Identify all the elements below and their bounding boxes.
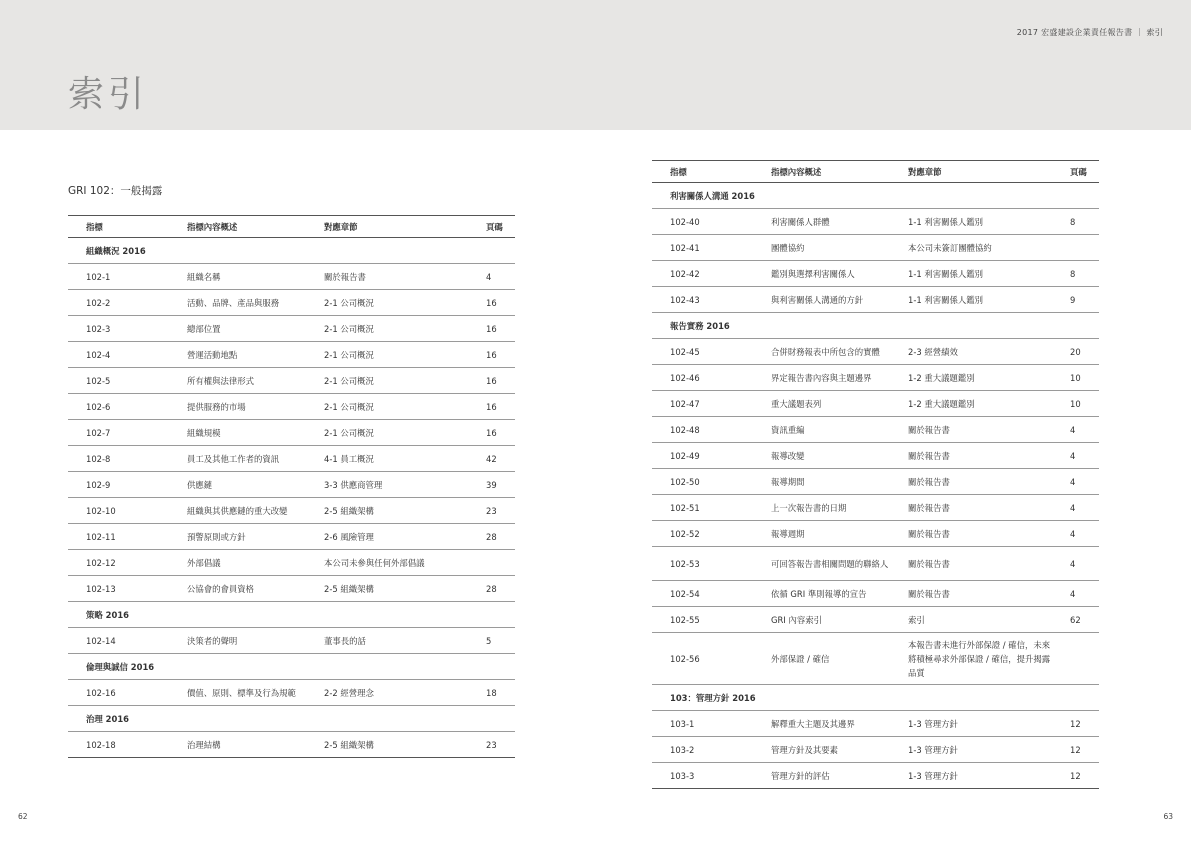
table-row (68, 290, 515, 316)
table-row (68, 576, 515, 602)
indicator-cell: 102-45 (652, 339, 753, 365)
indicator-cell: 102-12 (68, 550, 169, 576)
indicator-cell: 102-5 (68, 368, 169, 394)
table-row (68, 446, 515, 472)
table-row (68, 732, 515, 758)
description-cell: 鑑別與選擇利害關係人 (753, 261, 890, 287)
chapter-cell: 關於報告書 (890, 495, 1052, 521)
indicator-cell: 102-8 (68, 446, 169, 472)
page-cell: 42 (468, 446, 515, 472)
chapter-cell: 2-3 經營績效 (890, 339, 1052, 365)
description-cell: 治理結構 (169, 732, 306, 758)
page-number-right: 63 (1163, 812, 1173, 821)
table-row (68, 498, 515, 524)
category-label: 治理 2016 (68, 706, 515, 732)
chapter-cell: 1-1 利害關係人鑑別 (890, 261, 1052, 287)
category-row (68, 706, 515, 732)
description-cell: 組織規模 (169, 420, 306, 446)
page-cell: 4 (1052, 469, 1099, 495)
indicator-cell: 102-46 (652, 365, 753, 391)
column-header-page: 頁碼 (1052, 161, 1099, 183)
chapter-cell: 本公司未參與任何外部倡議 (306, 550, 468, 576)
table-row (68, 264, 515, 290)
indicator-cell: 102-41 (652, 235, 753, 261)
description-cell: 解釋重大主題及其邊界 (753, 711, 890, 737)
column-header-page: 頁碼 (468, 216, 515, 238)
page-cell (1052, 235, 1099, 261)
description-cell: 管理方針的評估 (753, 763, 890, 789)
chapter-cell: 2-1 公司概況 (306, 316, 468, 342)
table-row (68, 550, 515, 576)
category-label: 利害關係人溝通 2016 (652, 183, 1099, 209)
chapter-cell: 1-3 管理方針 (890, 763, 1052, 789)
chapter-cell: 本報告書未進行外部保證 / 確信，未來將積極尋求外部保證 / 確信，提升揭露品質 (890, 633, 1052, 685)
chapter-cell: 關於報告書 (890, 469, 1052, 495)
page-cell: 28 (468, 576, 515, 602)
chapter-cell: 2-1 公司概況 (306, 394, 468, 420)
description-cell: 利害關係人群體 (753, 209, 890, 235)
table-row (68, 420, 515, 446)
section-title: GRI 102：一般揭露 (68, 185, 163, 197)
page-cell: 23 (468, 498, 515, 524)
indicator-cell: 102-50 (652, 469, 753, 495)
column-header-chapter: 對應章節 (306, 216, 468, 238)
indicator-cell: 102-56 (652, 633, 753, 685)
page-cell: 8 (1052, 209, 1099, 235)
indicator-cell: 102-48 (652, 417, 753, 443)
chapter-cell: 1-3 管理方針 (890, 737, 1052, 763)
chapter-cell: 2-1 公司概況 (306, 342, 468, 368)
chapter-cell: 1-2 重大議題鑑別 (890, 391, 1052, 417)
category-row (652, 313, 1099, 339)
chapter-cell: 2-5 組織架構 (306, 732, 468, 758)
description-cell: 營運活動地點 (169, 342, 306, 368)
table-row (68, 368, 515, 394)
chapter-cell: 索引 (890, 607, 1052, 633)
description-cell: 上一次報告書的日期 (753, 495, 890, 521)
page-cell: 23 (468, 732, 515, 758)
category-label: 組織概況 2016 (68, 238, 515, 264)
chapter-cell: 關於報告書 (890, 581, 1052, 607)
page-cell: 16 (468, 342, 515, 368)
category-label: 策略 2016 (68, 602, 515, 628)
table-row (652, 711, 1099, 737)
description-cell: 公協會的會員資格 (169, 576, 306, 602)
chapter-cell: 2-5 組織架構 (306, 498, 468, 524)
table-row (652, 261, 1099, 287)
chapter-cell: 本公司未簽訂團體協約 (890, 235, 1052, 261)
page-cell: 5 (468, 628, 515, 654)
indicator-cell: 102-49 (652, 443, 753, 469)
header-band (0, 0, 1191, 130)
page-cell: 4 (1052, 521, 1099, 547)
chapter-cell: 2-1 公司概況 (306, 368, 468, 394)
page-number-left: 62 (18, 812, 28, 821)
chapter-cell: 1-1 利害關係人鑑別 (890, 209, 1052, 235)
table-row (652, 547, 1099, 581)
category-row (68, 654, 515, 680)
chapter-cell: 關於報告書 (890, 443, 1052, 469)
chapter-cell: 2-1 公司概況 (306, 420, 468, 446)
page-cell: 20 (1052, 339, 1099, 365)
chapter-cell: 關於報告書 (890, 417, 1052, 443)
gri-index-table-right (652, 160, 1099, 789)
indicator-cell: 102-42 (652, 261, 753, 287)
page-cell: 9 (1052, 287, 1099, 313)
indicator-cell: 102-3 (68, 316, 169, 342)
indicator-cell: 102-14 (68, 628, 169, 654)
table-row (652, 581, 1099, 607)
table-body-left (68, 238, 515, 758)
indicator-cell: 102-1 (68, 264, 169, 290)
category-row (68, 602, 515, 628)
chapter-cell: 關於報告書 (306, 264, 468, 290)
table-row (68, 394, 515, 420)
page-cell: 12 (1052, 737, 1099, 763)
column-header-indicator: 指標 (652, 161, 753, 183)
table-row (68, 524, 515, 550)
chapter-cell: 1-2 重大議題鑑別 (890, 365, 1052, 391)
table-row (652, 521, 1099, 547)
description-cell: 員工及其他工作者的資訊 (169, 446, 306, 472)
table-row (68, 472, 515, 498)
column-header-description: 指標內容概述 (753, 161, 890, 183)
category-label: 報告實務 2016 (652, 313, 1099, 339)
description-cell: 外部倡議 (169, 550, 306, 576)
description-cell: 依循 GRI 準則報導的宣告 (753, 581, 890, 607)
page-cell: 12 (1052, 763, 1099, 789)
chapter-cell: 2-6 風險管理 (306, 524, 468, 550)
indicator-cell: 102-43 (652, 287, 753, 313)
indicator-cell: 102-9 (68, 472, 169, 498)
page-cell: 4 (1052, 443, 1099, 469)
chapter-cell: 3-3 供應商管理 (306, 472, 468, 498)
indicator-cell: 102-54 (652, 581, 753, 607)
page-cell: 28 (468, 524, 515, 550)
page-cell: 10 (1052, 365, 1099, 391)
page-cell (1052, 633, 1099, 685)
table-row (652, 469, 1099, 495)
page-cell: 4 (1052, 547, 1099, 581)
indicator-cell: 102-2 (68, 290, 169, 316)
table-body-right (652, 183, 1099, 789)
indicator-cell: 102-11 (68, 524, 169, 550)
description-cell: 報導週期 (753, 521, 890, 547)
table-row (652, 495, 1099, 521)
table-row (652, 633, 1099, 685)
indicator-cell: 103-3 (652, 763, 753, 789)
description-cell: 報導期間 (753, 469, 890, 495)
chapter-cell: 1-3 管理方針 (890, 711, 1052, 737)
table-row (652, 763, 1099, 789)
description-cell: 合併財務報表中所包含的實體 (753, 339, 890, 365)
description-cell: 可回答報告書相關問題的聯絡人 (753, 547, 890, 581)
description-cell: 價值、原則、標準及行為規範 (169, 680, 306, 706)
description-cell: 組織與其供應鏈的重大改變 (169, 498, 306, 524)
description-cell: 決策者的聲明 (169, 628, 306, 654)
report-title: 2017 宏盛建設企業責任報告書 ｜ 索引 (1016, 28, 1163, 37)
table-header-row (652, 161, 1099, 183)
gri-index-table-left (68, 215, 515, 758)
indicator-cell: 102-40 (652, 209, 753, 235)
table-row (652, 443, 1099, 469)
page-cell: 16 (468, 420, 515, 446)
indicator-cell: 102-55 (652, 607, 753, 633)
table-row (68, 342, 515, 368)
table-row (652, 607, 1099, 633)
table-row (652, 235, 1099, 261)
indicator-cell: 102-6 (68, 394, 169, 420)
description-cell: 所有權與法律形式 (169, 368, 306, 394)
page-cell: 16 (468, 316, 515, 342)
table-row (652, 365, 1099, 391)
table-row (68, 628, 515, 654)
description-cell: 管理方針及其要素 (753, 737, 890, 763)
page-cell: 16 (468, 394, 515, 420)
description-cell: 組織名稱 (169, 264, 306, 290)
table-row (652, 737, 1099, 763)
column-header-description: 指標內容概述 (169, 216, 306, 238)
description-cell: 預警原則或方針 (169, 524, 306, 550)
table-row (652, 209, 1099, 235)
page-cell: 16 (468, 290, 515, 316)
description-cell: 活動、品牌、產品與服務 (169, 290, 306, 316)
category-label: 倫理與誠信 2016 (68, 654, 515, 680)
table-row (68, 680, 515, 706)
chapter-cell: 2-5 組織架構 (306, 576, 468, 602)
chapter-cell: 2-2 經營理念 (306, 680, 468, 706)
indicator-cell: 102-18 (68, 732, 169, 758)
description-cell: 總部位置 (169, 316, 306, 342)
chapter-cell: 1-1 利害關係人鑑別 (890, 287, 1052, 313)
indicator-cell: 102-10 (68, 498, 169, 524)
page-cell: 39 (468, 472, 515, 498)
chapter-cell: 2-1 公司概況 (306, 290, 468, 316)
page-cell: 4 (1052, 495, 1099, 521)
indicator-cell: 102-7 (68, 420, 169, 446)
table-row (652, 339, 1099, 365)
description-cell: 界定報告書內容與主題邊界 (753, 365, 890, 391)
page-cell (468, 550, 515, 576)
description-cell: 團體協約 (753, 235, 890, 261)
indicator-cell: 102-52 (652, 521, 753, 547)
indicator-cell: 102-16 (68, 680, 169, 706)
category-row (652, 183, 1099, 209)
page-cell: 8 (1052, 261, 1099, 287)
description-cell: 重大議題表列 (753, 391, 890, 417)
page-cell: 4 (468, 264, 515, 290)
indicator-cell: 102-13 (68, 576, 169, 602)
table-row (68, 316, 515, 342)
table-row (652, 391, 1099, 417)
indicator-cell: 102-51 (652, 495, 753, 521)
description-cell: 與利害關係人溝通的方針 (753, 287, 890, 313)
page-title: 索引 (68, 74, 149, 115)
category-label: 103：管理方針 2016 (652, 685, 1099, 711)
page-cell: 18 (468, 680, 515, 706)
category-row (652, 685, 1099, 711)
page-cell: 12 (1052, 711, 1099, 737)
description-cell: 外部保證 / 確信 (753, 633, 890, 685)
chapter-cell: 4-1 員工概況 (306, 446, 468, 472)
chapter-cell: 關於報告書 (890, 521, 1052, 547)
page-cell: 4 (1052, 581, 1099, 607)
page-cell: 62 (1052, 607, 1099, 633)
column-header-chapter: 對應章節 (890, 161, 1052, 183)
indicator-cell: 102-47 (652, 391, 753, 417)
column-header-indicator: 指標 (68, 216, 169, 238)
description-cell: 報導改變 (753, 443, 890, 469)
description-cell: 供應鏈 (169, 472, 306, 498)
indicator-cell: 103-2 (652, 737, 753, 763)
page-cell: 16 (468, 368, 515, 394)
description-cell: 資訊重編 (753, 417, 890, 443)
table-header-row (68, 216, 515, 238)
indicator-cell: 103-1 (652, 711, 753, 737)
page-cell: 4 (1052, 417, 1099, 443)
description-cell: GRI 內容索引 (753, 607, 890, 633)
chapter-cell: 關於報告書 (890, 547, 1052, 581)
indicator-cell: 102-4 (68, 342, 169, 368)
description-cell: 提供服務的市場 (169, 394, 306, 420)
chapter-cell: 董事長的話 (306, 628, 468, 654)
table-row (652, 417, 1099, 443)
indicator-cell: 102-53 (652, 547, 753, 581)
table-row (652, 287, 1099, 313)
category-row (68, 238, 515, 264)
page-cell: 10 (1052, 391, 1099, 417)
